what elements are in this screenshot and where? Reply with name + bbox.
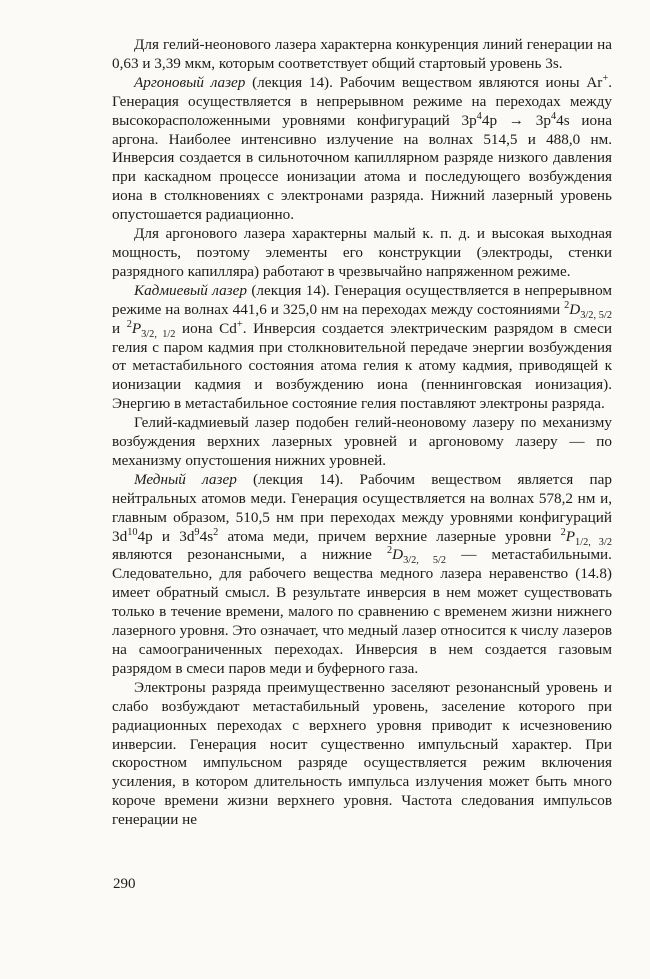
section-heading-copper: Медный лазер [134,470,237,488]
page-number: 290 [113,876,136,892]
section-heading-argon: Аргоновый лазер [134,73,246,91]
paragraph-argon-laser: Аргоновый лазер (лекция 14). Рабочим веществом являются ионы Ar+. Генерация осуществляется в непрерывном режиме на переходах между высокорасположенными уровнями конфигураций $3p^44p \to 3p^44s$ иона аргона. Наиболее интенсивно излучение на волнах 514,5 и 488,0 нм. Инверсия создается в сильноточном капиллярном разряде низкого давления при каскадном процессе ионизации атома и последующего возбуждения иона в столкновениях с электронами разряда. Нижний лазерный уровень опустошается радиационно. [112,72,612,224]
section-heading-cadmium: Кадмиевый лазер [134,281,247,299]
paragraph-argon-efficiency: Для аргонового лазера характерны малый к. п. д. и высокая выходная мощность, поэтому элементы его конструкции (электроды, стенки разрядного капилляра) работают в чрезвычайно напряженном режиме. [112,225,612,280]
body-text [112,36,612,830]
paragraph-he-ne: Для гелий-неонового лазера характерна конкуренция линий генерации на 0,63 и 3,39 мкм, которым соответствует общий стартовый уровень 3s. [112,36,612,72]
paragraph-copper-laser: Медный лазер (лекция 14). Рабочим веществом является пар нейтральных атомов меди. Генерация осуществляется на волнах 578,2 нм и, главным образом, 510,5 нм при переходах между уровнями конфигураций $3d^{10}4p$ и $3d^94s^2$ атома меди, причем верхние лазерные уровни $^2P_{1/2, 3/2}$ являются резонансными, а нижние $^2D_{3/2, 5/2}$ — метастабильными. Следовательно, для рабочего вещества медного лазера неравенство (14.8) имеет обратный смысл. В результате инверсия в нем может существовать только в течение времени, малого по сравнению с временем жизни нижнего лазерного уровня. Это означает, что медный лазер относится к числу лазеров на самоограниченных переходах. Инверсия в нем создается газовым разрядом в смеси паров меди и буферного газа. [112,470,613,677]
paragraph-he-cd: Гелий-кадмиевый лазер подобен гелий-неоновому лазеру по механизму возбуждения верхних лазерных уровней и аргоновому лазеру — по механизму опустошения нижних уровней. [112,414,612,469]
paragraph-cadmium-laser: Кадмиевый лазер (лекция 14). Генерация осуществляется в непрерывном режиме на волнах 441,6 и 325,0 нм на переходах между состояниями $^2D_{3/2, 5/2}$ и $^2P_{3/2, 1/2}$ иона Cd+. Инверсия создается электрическим разрядом в смеси гелия с паром кадмия при столкновительной передаче энергии возбуждения от метастабильного состояния атома гелия к атому кадмия, приводящей к ионизации кадмия и возбуждению иона (пеннинговская ионизация). Энергию в метастабильное состояние гелия поставляют электроны разряда. [112,281,612,413]
paragraph-copper-electrons: Электроны разряда преимущественно заселяют резонансный уровень и слабо возбуждают метастабильный уровень, заселение которого при радиационных переходах с верхнего уровня приводит к исчезновению инверсии. Генерация носит существенно импульсный характер. При скоростном импульсном разряде осуществляется режим включения усиления, в котором длительность импульса излучения может быть много короче времени жизни верхнего уровня. Частота следования импульсов генерации не [112,678,612,829]
